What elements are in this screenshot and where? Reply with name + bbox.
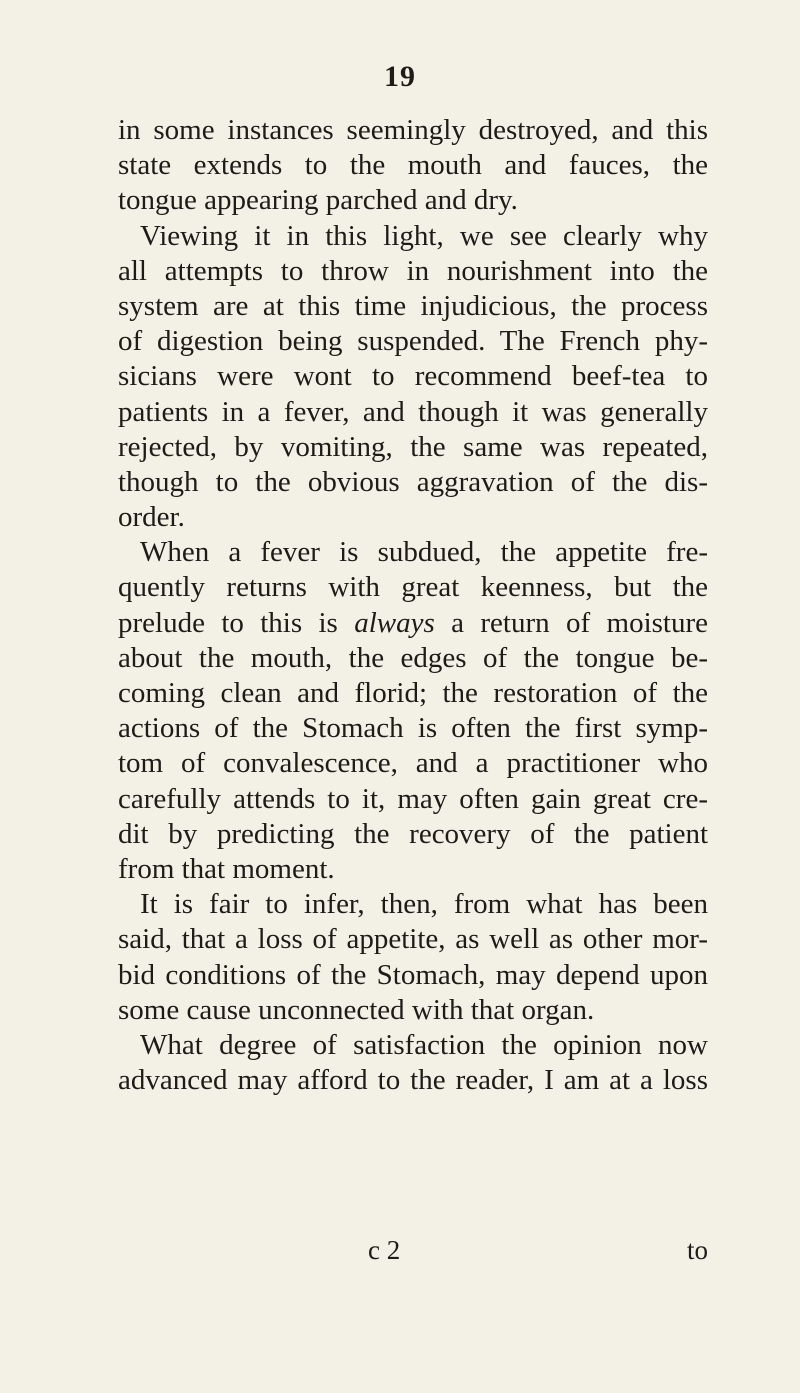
page-footer: [118, 1235, 708, 1271]
text-line: bid conditions of the Stomach, may depend upon: [118, 958, 708, 991]
text-line: all attempts to throw in nourishment into the: [118, 254, 708, 287]
signature-mark: c 2: [368, 1235, 401, 1265]
text-line: dit by predicting the recovery of the patient: [118, 817, 708, 850]
text-line: When a fever is subdued, the appetite fre-: [140, 536, 708, 569]
text-line: system are at this time injudicious, the process: [118, 289, 708, 322]
body-text: [118, 113, 708, 1098]
text-line: state extends to the mouth and fauces, the: [118, 149, 708, 182]
text-line: order.: [118, 501, 185, 534]
text-line: rejected, by vomiting, the same was repeated,: [118, 430, 708, 463]
text-segment: a return of moisture: [434, 606, 708, 639]
text-line: from that moment.: [118, 852, 335, 885]
text-line: advanced may afford to the reader, I am at a loss: [118, 1064, 708, 1097]
emphasized-word: always: [354, 606, 435, 639]
text-line: tongue appearing parched and dry.: [118, 184, 518, 217]
text-line: actions of the Stomach is often the first symp-: [118, 712, 708, 745]
text-line: Viewing it in this light, we see clearly why: [140, 219, 708, 252]
text-line: some cause unconnected with that organ.: [118, 993, 595, 1026]
text-line: in some instances seemingly destroyed, and this: [118, 114, 708, 146]
text-line: of digestion being suspended. The French phy-: [118, 325, 708, 358]
text-segment: prelude to this is: [118, 606, 355, 639]
text-line: What degree of satisfaction the opinion now: [140, 1028, 708, 1061]
page-number: 19: [384, 60, 416, 93]
text-line: coming clean and florid; the restoration of the: [118, 677, 708, 709]
catchword: to: [686, 1235, 708, 1265]
text-line: about the mouth, the edges of the tongue be-: [118, 641, 708, 674]
text-line: though to the obvious aggravation of the dis-: [118, 465, 708, 498]
text-line: tom of convalescence, and a practitioner who: [118, 747, 708, 780]
text-line: It is fair to infer, then, from what has been: [140, 888, 708, 921]
text-line: said, that a loss of appetite, as well as other mor-: [118, 923, 708, 956]
text-line: [118, 606, 708, 641]
text-line: patients in a fever, and though it was generally: [118, 395, 708, 428]
text-line: carefully attends to it, may often gain great cre-: [118, 782, 708, 815]
text-line: quently returns with great keenness, but the: [118, 571, 708, 604]
text-line: sicians were wont to recommend beef-tea to: [118, 360, 708, 393]
